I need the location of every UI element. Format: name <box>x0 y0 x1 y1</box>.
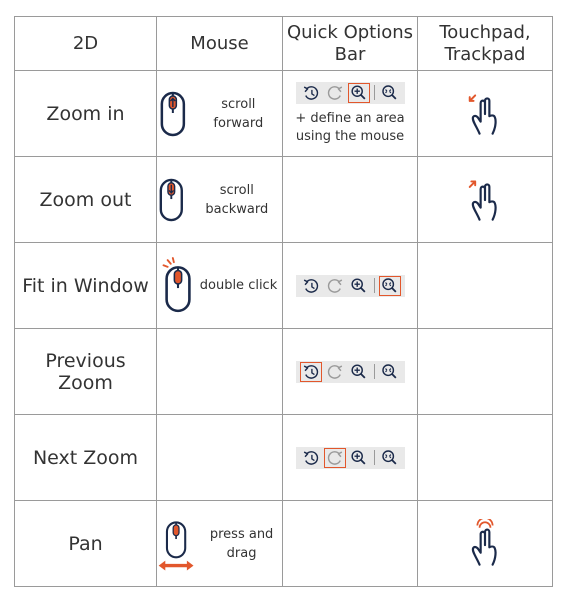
quick-options-bar <box>296 275 405 297</box>
action-label: Zoom out <box>15 157 157 243</box>
table-row <box>15 329 553 415</box>
table-row <box>15 501 553 587</box>
toolbar-separator <box>374 85 375 100</box>
mouse-double-click-icon <box>162 257 194 315</box>
mouse-cell <box>157 157 283 243</box>
mouse-instruction: double click <box>199 278 278 293</box>
previous-zoom-button[interactable] <box>300 362 322 382</box>
action-label: Next Zoom <box>15 415 157 501</box>
touchpad-cell <box>418 157 553 243</box>
touchpad-cell <box>418 71 553 157</box>
quick-options-cell <box>283 415 418 501</box>
zoom-in-icon <box>350 449 368 467</box>
quick-options-cell <box>283 71 418 157</box>
zoom-in-button[interactable] <box>348 83 370 103</box>
fit-in-window-icon <box>381 84 399 102</box>
mouse-cell <box>157 243 283 329</box>
action-label: Pan <box>15 501 157 587</box>
zoom-in-button[interactable] <box>348 362 370 382</box>
quick-options-bar <box>296 82 405 104</box>
toolbar-separator <box>374 278 375 293</box>
mouse-cell <box>157 71 283 157</box>
previous-zoom-button[interactable] <box>300 276 322 296</box>
quick-options-cell <box>283 157 418 243</box>
two-finger-spread-icon <box>465 90 505 138</box>
fit-in-window-button[interactable] <box>379 448 401 468</box>
quick-options-bar <box>296 361 405 383</box>
touchpad-cell <box>418 501 553 587</box>
previous-zoom-icon <box>302 363 320 381</box>
table-row <box>15 157 553 243</box>
previous-zoom-icon <box>302 449 320 467</box>
zoom-in-button[interactable] <box>348 448 370 468</box>
next-zoom-button[interactable] <box>324 276 346 296</box>
zoom-in-icon <box>350 84 368 102</box>
next-zoom-icon <box>326 277 344 295</box>
header-2d: 2D <box>15 17 157 71</box>
two-finger-drag-icon <box>465 519 505 569</box>
mouse-scroll-backward-icon <box>157 173 186 227</box>
zoom-in-button[interactable] <box>348 276 370 296</box>
quick-options-cell <box>283 501 418 587</box>
action-label: Zoom in <box>15 71 157 157</box>
toolbar-separator <box>374 364 375 379</box>
quick-options-bar <box>296 447 405 469</box>
previous-zoom-button[interactable] <box>300 83 322 103</box>
toolbar-separator <box>374 450 375 465</box>
mouse-instruction: scroll forward <box>213 96 264 131</box>
fit-in-window-button[interactable] <box>379 362 401 382</box>
zoom-in-icon <box>350 363 368 381</box>
navigation-shortcuts-table <box>14 16 553 587</box>
previous-zoom-icon <box>302 84 320 102</box>
two-finger-pinch-icon <box>465 176 505 224</box>
previous-zoom-button[interactable] <box>300 448 322 468</box>
quick-options-note: + define an area using the mouse <box>295 110 405 144</box>
zoom-in-icon <box>350 277 368 295</box>
next-zoom-button[interactable] <box>324 362 346 382</box>
next-zoom-icon <box>326 363 344 381</box>
next-zoom-icon <box>326 449 344 467</box>
mouse-cell <box>157 415 283 501</box>
mouse-instruction: press and drag <box>209 526 274 561</box>
table-row <box>15 415 553 501</box>
fit-in-window-icon <box>381 449 399 467</box>
quick-options-cell <box>283 329 418 415</box>
fit-in-window-button[interactable] <box>379 83 401 103</box>
mouse-press-drag-icon <box>157 512 195 576</box>
next-zoom-button[interactable] <box>324 448 346 468</box>
touchpad-cell <box>418 415 553 501</box>
header-row <box>15 17 553 71</box>
table-row <box>15 243 553 329</box>
header-quick-options-bar: Quick Options Bar <box>283 17 418 71</box>
header-mouse: Mouse <box>157 17 283 71</box>
fit-in-window-button[interactable] <box>379 276 401 296</box>
action-label: Previous Zoom <box>15 329 157 415</box>
table-row <box>15 71 553 157</box>
fit-in-window-icon <box>381 277 399 295</box>
mouse-scroll-forward-icon <box>157 87 189 141</box>
fit-in-window-icon <box>381 363 399 381</box>
action-label: Fit in Window <box>15 243 157 329</box>
next-zoom-icon <box>326 84 344 102</box>
touchpad-cell <box>418 329 553 415</box>
mouse-cell <box>157 501 283 587</box>
mouse-instruction: scroll backward <box>205 182 269 217</box>
touchpad-cell <box>418 243 553 329</box>
next-zoom-button[interactable] <box>324 83 346 103</box>
header-touchpad-trackpad: Touchpad, Trackpad <box>418 17 553 71</box>
quick-options-cell <box>283 243 418 329</box>
previous-zoom-icon <box>302 277 320 295</box>
mouse-cell <box>157 329 283 415</box>
